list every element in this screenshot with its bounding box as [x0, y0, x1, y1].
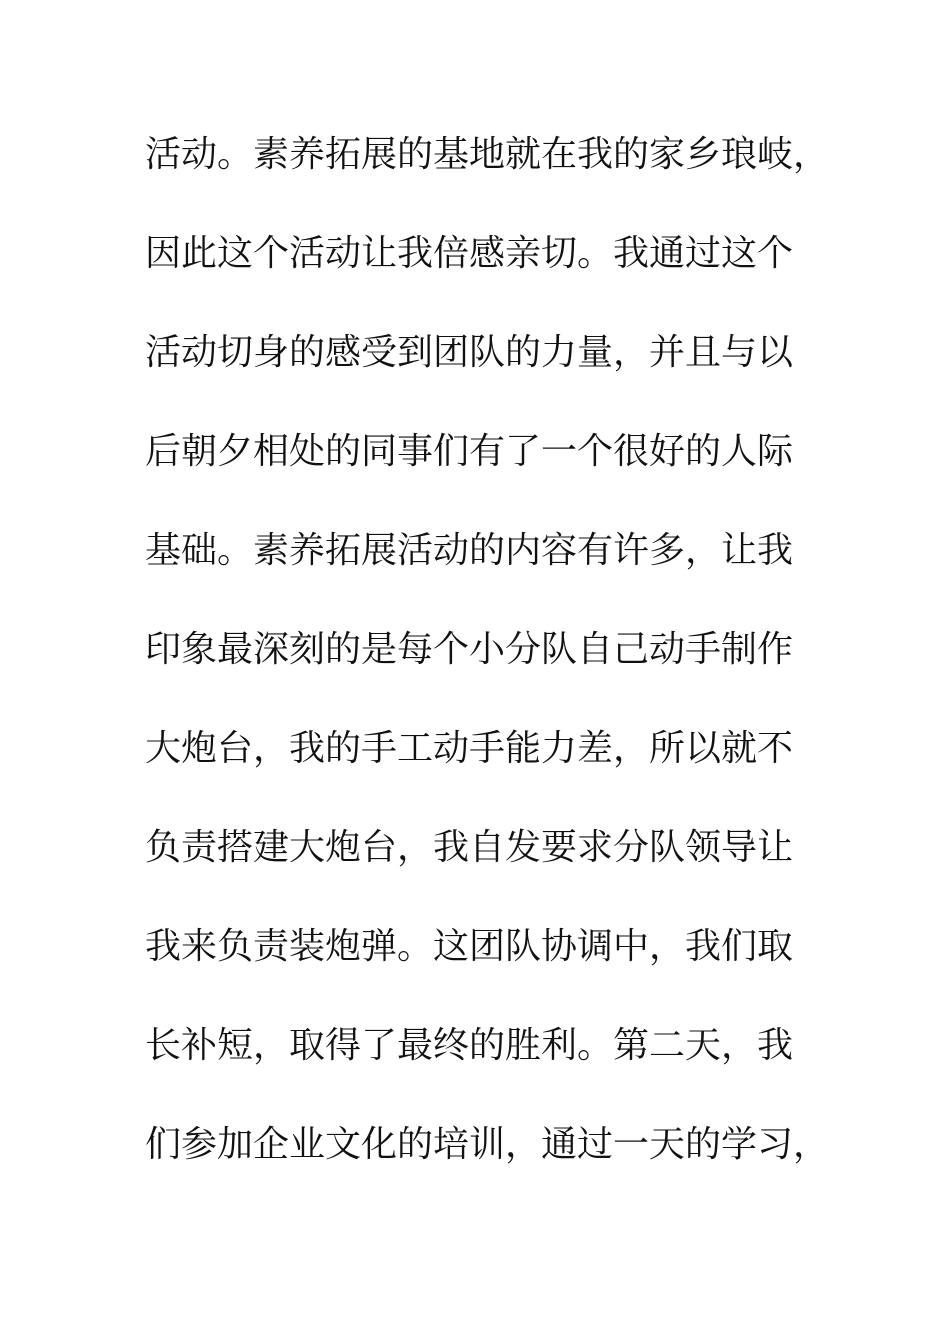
text-line-4: 后朝夕相处的同事们有了一个很好的人际	[145, 431, 794, 472]
text-line-9: 我来负责装炮弹。这团队协调中，我们取	[145, 926, 794, 967]
text-line-2: 因此这个活动让我倍感亲切。我通过这个	[145, 233, 794, 274]
text-line-1: 活动。素养拓展的基地就在我的家乡琅岐，	[145, 134, 830, 175]
text-line-10: 长补短，取得了最终的胜利。第二天，我	[145, 1025, 794, 1066]
text-line-11: 们参加企业文化的培训，通过一天的学习，	[145, 1124, 830, 1165]
text-line-5: 基础。素养拓展活动的内容有许多，让我	[145, 530, 794, 571]
text-line-3: 活动切身的感受到团队的力量，并且与以	[145, 332, 794, 373]
body-text	[145, 125, 830, 1214]
text-line-7: 大炮台，我的手工动手能力差，所以就不	[145, 728, 794, 769]
text-line-8: 负责搭建大炮台，我自发要求分队领导让	[145, 827, 794, 868]
text-line-6: 印象最深刻的是每个小分队自己动手制作	[145, 629, 794, 670]
